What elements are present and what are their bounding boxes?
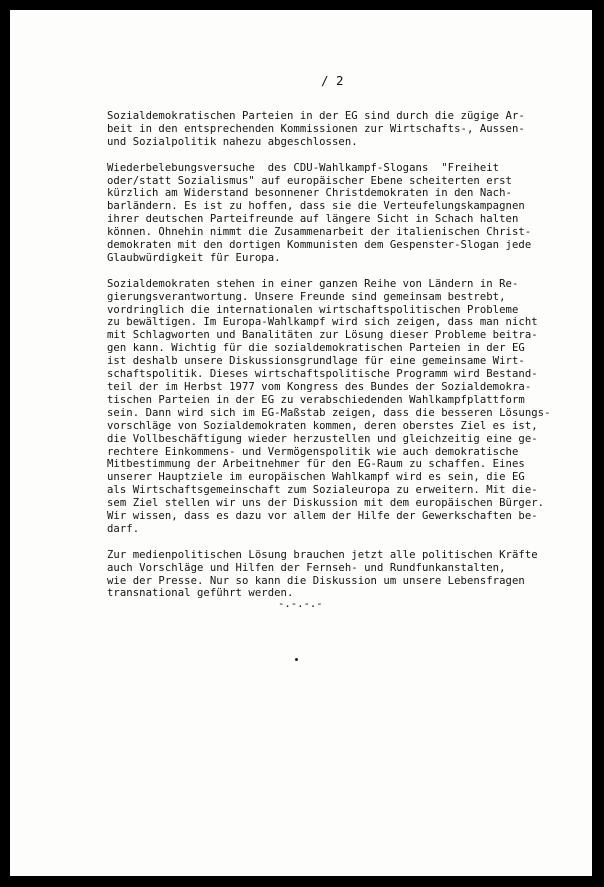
paragraph-3 (107, 278, 567, 536)
paragraph-2 (107, 162, 567, 265)
scan-speck (295, 658, 298, 661)
text-line: als Wirtschaftsgemeinschaft zum Sozialeuropa zu erweitern. Mit die- (107, 484, 538, 497)
text-line: können. Ohnehin nimmt die Zusammenarbeit der italienischen Christ- (107, 226, 532, 239)
text-line: zu bewältigen. Im Europa-Wahlkampf wird sich zeigen, dass man nicht (107, 316, 538, 329)
text-line: sein. Dann wird sich im EG-Maßstab zeigen, dass die besseren Lösungs- (107, 406, 551, 419)
text-line: Zur medienpolitischen Lösung brauchen jetzt alle politischen Kräfte (107, 548, 538, 561)
text-line: ist deshalb unsere Diskussionsgrundlage für eine gemeinsame Wirt- (107, 355, 525, 368)
text-line: Glaubwürdigkeit für Europa. (107, 251, 281, 264)
text-line: Sozialdemokraten stehen in einer ganzen Reihe von Ländern in Re- (107, 277, 519, 290)
text-line: barländern. Es ist zu hoffen, dass sie die Verteufelungskampagnen (107, 200, 525, 213)
page-number: / 2 (321, 73, 344, 88)
text-line: gen kann. Wichtig für die sozialdemokratischen Parteien in der EG (107, 342, 525, 355)
text-line: auch Vorschläge und Hilfen der Fernseh- und Rundfunkanstalten, (107, 561, 506, 574)
text-line: Wiederbelebungsversuche des CDU-Wahlkampf-Slogans "Freiheit (107, 161, 500, 174)
text-line: schaftspolitik. Dieses wirtschaftspolitische Programm wird Bestand- (107, 368, 538, 381)
text-line: gierungsverantwortung. Unsere Freunde sind gemeinsam bestrebt, (107, 290, 506, 303)
text-line: beit in den entsprechenden Kommissionen zur Wirtschafts-, Aussen- (107, 122, 525, 135)
text-line: oder/statt Sozialismus" auf europäischer Ebene scheiterten erst (107, 174, 512, 187)
text-line: die Vollbeschäftigung wieder herzustellen und gleichzeitig eine ge- (107, 432, 538, 445)
body-text (107, 110, 567, 613)
text-line: kürzlich am Widerstand besonnener Christdemokraten in den Nach- (107, 187, 512, 200)
text-line: Sozialdemokratischen Parteien in der EG sind durch die zügige Ar- (107, 110, 525, 122)
text-line: tischen Parteien in der EG zu verabschiedenden Wahlkampfplattform (107, 393, 525, 406)
text-line: wie der Presse. Nur so kann die Diskussion um unsere Lebensfragen (107, 574, 525, 587)
text-line: demokraten mit den dortigen Kommunisten dem Gespenster-Slogan jede (107, 239, 532, 252)
text-line: Wir wissen, dass es dazu vor allem der Hilfe der Gewerkschaften be- (107, 510, 538, 523)
text-line: vorschläge von Sozialdemokraten kommen, deren oberstes Ziel es ist, (107, 419, 538, 432)
text-line: Mitbestimmung der Arbeitnehmer für den EG-Raum zu schaffen. Eines (107, 458, 525, 471)
text-line: sem Ziel stellen wir uns der Diskussion mit dem europäischen Bürger. (107, 497, 545, 510)
paragraph-4 (107, 549, 567, 601)
closing-mark: -.-.-.- (278, 598, 323, 610)
text-line: darf. (107, 522, 140, 535)
paragraph-1 (107, 110, 567, 149)
text-line: vordringlich die internationalen wirtschaftspolitischen Probleme (107, 303, 519, 316)
document-page (10, 10, 592, 876)
text-line: ihrer deutschen Parteifreunde auf längere Sicht in Schach halten (107, 213, 519, 226)
text-line: transnational geführt werden. (107, 587, 294, 600)
text-line: unserer Hauptziele im europäischen Wahlkampf wird es sein, die EG (107, 471, 525, 484)
text-line: rechtere Einkommens- und Vermögenspolitik wie auch demokratische (107, 445, 519, 458)
text-line: und Sozialpolitik nahezu abgeschlossen. (107, 135, 358, 148)
text-line: mit Schlagworten und Banalitäten zur Lösung dieser Probleme beitra- (107, 329, 538, 342)
text-line: teil der im Herbst 1977 vom Kongress des Bundes der Sozialdemokra- (107, 381, 532, 393)
